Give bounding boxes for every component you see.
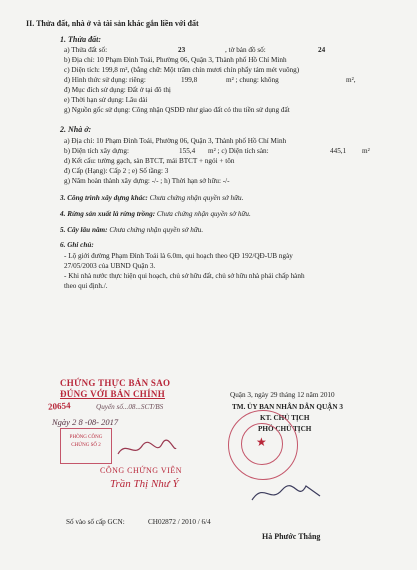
house-structure: d) Kết cấu: tường gạch, sàn BTCT, mái BTCT + ngói + tôn: [64, 157, 235, 165]
other-works-value: Chưa chứng nhận quyền sở hữu.: [149, 194, 244, 202]
forest-label: 4. Rừng sản xuất là rừng trồng:: [60, 210, 156, 218]
house-floor-area-unit: m²: [362, 147, 370, 155]
note-line-4: theo qui định./.: [64, 282, 108, 290]
signer-signature: [248, 478, 328, 508]
house-build-area-label: b) Diện tích xây dựng:: [64, 147, 129, 155]
land-parcel-number: 23: [178, 46, 186, 54]
land-address: b) Địa chỉ: 10 Phạm Đình Toái, Phường 06, Quận 3, Thành phố Hồ Chí Minh: [64, 56, 287, 64]
perennial-trees: [60, 226, 203, 234]
notary-office-stamp: [60, 428, 112, 464]
signoff-kt: KT. CHỦ TỊCH: [260, 414, 310, 422]
signoff-role: PHÓ CHỦ TỊCH: [258, 425, 312, 433]
other-works: [60, 194, 243, 202]
trees-label: 5. Cây lâu năm:: [60, 226, 108, 234]
notary-stamp-text: PHÒNG CÔNG CHỨNG SỐ 2: [69, 435, 103, 448]
notary-title: CÔNG CHỨNG VIÊN: [100, 466, 183, 475]
land-usage-form-unit: m² ; chung: không: [226, 76, 279, 84]
land-usage-form-unit2: m²,: [346, 76, 356, 84]
trees-value: Chưa chứng nhận quyền sở hữu.: [109, 226, 204, 234]
note-line-3: - Khi nhà nước thực hiện qui hoạch, chủ sở hữu đất, chủ sở hữu nhà phải chấp hành: [64, 272, 305, 280]
certified-copy-line1: CHỨNG THỰC BẢN SAO: [60, 378, 171, 388]
land-term: e) Thời hạn sử dụng: Lâu dài: [64, 96, 148, 104]
land-map-number: 24: [318, 46, 326, 54]
land-parcel-label: a) Thửa đất số:: [64, 46, 108, 54]
land-title: 1. Thửa đất:: [60, 35, 102, 44]
land-origin: g) Nguồn gốc sử dụng: Công nhận QSDĐ như giao đất có thu tiền sử dụng đất: [64, 106, 290, 114]
other-works-label: 3. Công trình xây dựng khác:: [60, 194, 148, 202]
house-title: 2. Nhà ở:: [60, 125, 92, 134]
land-purpose: đ) Mục đích sử dụng: Đất ở tại đô thị: [64, 86, 171, 94]
house-floor-area-label: m² ; c) Diện tích sàn:: [208, 147, 269, 155]
note-line-2: 27/05/2003 của UBND Quận 3.: [64, 262, 156, 270]
registry-number: CH02872 / 2010 / 6/4: [148, 518, 211, 526]
notary-name: Trần Thị Như Ý: [110, 478, 179, 490]
land-map-label: , tờ bản đồ số:: [225, 46, 266, 54]
signoff-place-date: Quận 3, ngày 29 tháng 12 năm 2010: [230, 391, 335, 399]
house-grade-floors: đ) Cấp (Hạng): Cấp 2 ; e) Số tầng: 3: [64, 167, 169, 175]
note-line-1: - Lộ giới đường Phạm Đình Toái là 6.0m, qui hoạch theo QĐ 192/QĐ-UB ngày: [64, 252, 293, 260]
notes-title: 6. Ghi chú:: [60, 241, 94, 249]
signoff-org: TM. ỦY BAN NHÂN DÂN QUẬN 3: [232, 403, 343, 411]
certified-copy-number: 20654: [47, 400, 71, 412]
certified-copy-book: Quyển số...08...SCT/BS: [96, 403, 164, 411]
certified-copy-date: Ngày 2 8 -08- 2017: [52, 417, 119, 427]
section-heading: II. Thửa đất, nhà ở và tài sản khác gắn liền với đất: [26, 19, 199, 28]
house-address: a) Địa chỉ: 10 Phạm Đình Toái, Phường 06, Quận 3, Thành phố Hồ Chí Minh: [64, 137, 287, 145]
registry-label: Số vào sổ cấp GCN:: [66, 518, 125, 526]
certified-copy-line2: ĐÚNG VỚI BẢN CHÍNH: [60, 389, 165, 399]
star-icon: ★: [256, 435, 267, 449]
signer-name: Hà Phước Thắng: [262, 532, 321, 541]
land-usage-form-label: d) Hình thức sử dụng: riêng:: [64, 76, 146, 84]
notary-signature: [116, 438, 178, 460]
official-seal: [228, 410, 298, 480]
land-area: c) Diện tích: 199,8 m², (bằng chữ: Một trăm chín mươi chín phẩy tám mét vuông): [64, 66, 300, 74]
forest: [60, 210, 251, 218]
house-year-term: g) Năm hoàn thành xây dựng: -/- ; h) Thời hạn sở hữu: -/-: [64, 177, 230, 185]
land-usage-form-value: 199,8: [181, 76, 198, 84]
house-floor-area-value: 445,1: [330, 147, 347, 155]
forest-value: Chưa chứng nhận quyền sở hữu.: [156, 210, 251, 218]
house-build-area-value: 155,4: [179, 147, 196, 155]
